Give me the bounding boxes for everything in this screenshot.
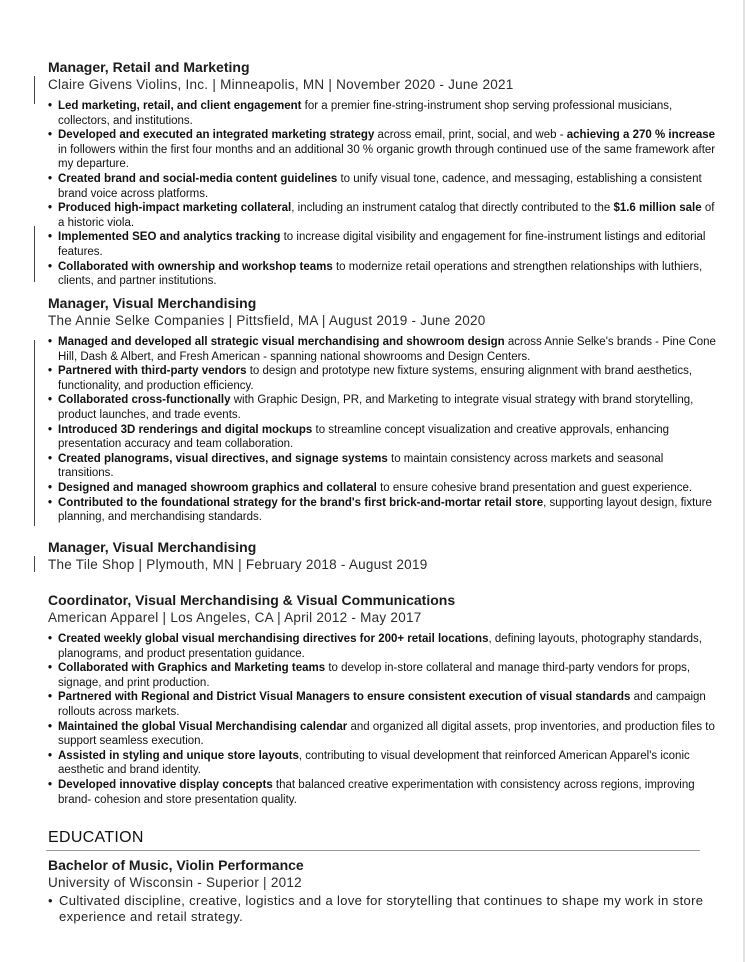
margin-mark [34, 226, 35, 282]
education-heading: EDUCATION [48, 829, 144, 846]
bullet-item: • Collaborated cross-functionally with Graphic Design, PR, and Marketing to integrate visual strategy with brand storytelling, product launches, and trade events. [48, 393, 716, 422]
margin-mark [34, 340, 35, 526]
job-entry [48, 59, 716, 303]
job-bullets [48, 99, 716, 289]
bullet-item: • Created brand and social-media content guidelines to unify visual tone, cadence, and messaging, establishing a consistent brand voice across platforms. [48, 172, 716, 201]
bullet-item: • Developed and executed an integrated marketing strategy across email, print, social, and web - achieving a 270 % increase in followers within the first four months and an additional 30 % organic growth through continued use of the same framework after my departure. [48, 128, 716, 172]
bullet-item: • Implemented SEO and analytics tracking to increase digital visibility and engagement for fine-instrument listings and editorial features. [48, 230, 716, 259]
bullet-item: • Developed innovative display concepts that balanced creative experimentation with consistency across regions, improving brand- cohesion and store presentation quality. [48, 778, 716, 807]
job-bullets [48, 632, 716, 807]
section-divider [46, 850, 700, 851]
job-title: Coordinator, Visual Merchandising & Visual Communications [48, 592, 456, 608]
job-meta: Claire Givens Violins, Inc. | Minneapolis, MN | November 2020 - June 2021 [48, 77, 514, 92]
bullet-item: • Produced high-impact marketing collateral, including an instrument catalog that directly contributed to the $1.6 million sale of a historic viola. [48, 201, 716, 230]
job-entry [48, 539, 716, 573]
education-entry [48, 857, 716, 925]
bullet-item: • Collaborated with ownership and workshop teams to modernize retail operations and strengthen relationships with luthiers, clients, and partner institutions. [48, 260, 716, 289]
bullet-item: • Introduced 3D renderings and digital mockups to streamline concept visualization and creative approvals, enhancing presentation accuracy and team collaboration. [48, 423, 716, 452]
job-meta: The Annie Selke Companies | Pittsfield, MA | August 2019 - June 2020 [48, 313, 486, 328]
bullet-item: • Partnered with third-party vendors to design and prototype new fixture systems, ensuring alignment with brand aesthetics, functionality, and production efficiency. [48, 364, 716, 393]
job-title: Manager, Visual Merchandising [48, 295, 257, 311]
education-bullet: • Cultivated discipline, creative, logistics and a love for storytelling that continues to shape my work in store experience and retail strategy. [48, 893, 716, 925]
bullet-item: • Managed and developed all strategic visual merchandising and showroom design across Annie Selke's brands - Pine Cone Hill, Dash & Albert, and Fresh American - spanning national showrooms and Design Centers. [48, 335, 716, 364]
job-bullets [48, 335, 716, 525]
job-meta: The Tile Shop | Plymouth, MN | February 2018 - August 2019 [48, 557, 428, 572]
job-title: Manager, Retail and Marketing [48, 59, 250, 75]
bullet-item: • Led marketing, retail, and client engagement for a premier fine-string-instrument shop serving professional musicians, collectors, and institutions. [48, 99, 716, 128]
job-bullets-wrapper [48, 93, 716, 303]
bullet-item: • Created planograms, visual directives, and signage systems to maintain consistency across markets and seasonal transitions. [48, 452, 716, 481]
bullet-item: • Maintained the global Visual Merchandising calendar and organized all digital assets, prop inventories, and production files to support seamless execution. [48, 720, 716, 749]
margin-mark [34, 76, 35, 104]
job-title: Manager, Visual Merchandising [48, 539, 257, 555]
bullet-item: • Created weekly global visual merchandising directives for 200+ retail locations, defining layouts, photography standards, planograms, and product presentation guidance. [48, 632, 716, 661]
margin-mark [34, 556, 35, 572]
job-entry [48, 592, 716, 807]
bullet-item: • Contributed to the foundational strategy for the brand's first brick-and-mortar retail store, supporting layout design, fixture planning, and merchandising standards. [48, 496, 716, 525]
job-meta: American Apparel | Los Angeles, CA | April 2012 - May 2017 [48, 610, 422, 625]
bullet-item: • Collaborated with Graphics and Marketing teams to develop in-store collateral and manage third-party vendors for props, signage, and print production. [48, 661, 716, 690]
job-entry [48, 295, 716, 525]
bullet-item: • Assisted in styling and unique store layouts, contributing to visual development that reinforced American Apparel's iconic aesthetic and brand identity. [48, 749, 716, 778]
school-meta: University of Wisconsin - Superior | 2012 [48, 875, 302, 890]
bullet-item: • Partnered with Regional and District Visual Managers to ensure consistent execution of visual standards and campaign rollouts across markets. [48, 690, 716, 719]
degree-title: Bachelor of Music, Violin Performance [48, 857, 304, 873]
bullet-item: • Designed and managed showroom graphics and collateral to ensure cohesive brand presentation and guest experience. [48, 481, 716, 496]
